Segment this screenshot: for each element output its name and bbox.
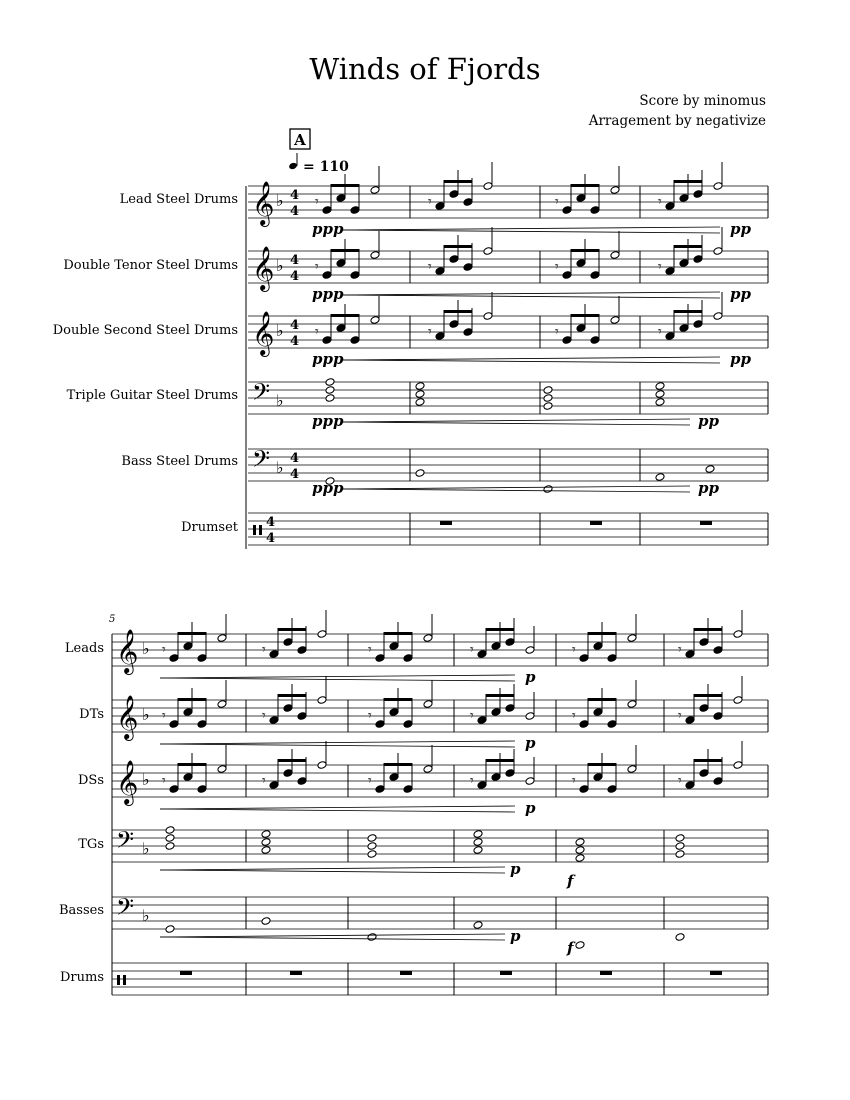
system2-staff-2 [112, 676, 768, 752]
dynamic-marking: ppp [312, 479, 344, 497]
instrument-abbr-dss: DSs [78, 773, 104, 788]
notehead [543, 394, 553, 403]
staff-lines [112, 897, 768, 929]
instrument-name-triple-guitar: Triple Guitar Steel Drums [66, 388, 238, 403]
notehead [415, 390, 425, 399]
drum-staff [248, 513, 768, 545]
notehead [655, 390, 665, 399]
notehead [415, 469, 425, 478]
staff-lines [112, 765, 768, 797]
svg-text:𝄾: 𝄾 [162, 773, 166, 789]
dynamic-marking: ppp [312, 220, 344, 238]
instrument-abbr-tgs: TGs [78, 837, 104, 852]
system2-staff-6 [112, 963, 768, 995]
svg-text:𝄾: 𝄾 [572, 773, 576, 789]
system2-staff-3 [112, 741, 768, 817]
notehead [655, 473, 665, 482]
notehead [261, 838, 271, 847]
notehead [415, 382, 425, 391]
svg-text:4: 4 [290, 451, 300, 466]
tempo-marking: = 110 [303, 159, 349, 175]
svg-text:4: 4 [290, 318, 300, 333]
notehead [473, 921, 483, 930]
staff-lines [112, 700, 768, 732]
notehead [575, 838, 585, 847]
notehead [367, 933, 377, 942]
notehead [165, 834, 175, 843]
svg-text:4: 4 [290, 188, 300, 203]
system1-staff-5 [248, 445, 768, 497]
dynamic-marking: pp [698, 412, 719, 430]
drum-staff [112, 963, 768, 995]
notehead [415, 398, 425, 407]
svg-text:𝄾: 𝄾 [315, 194, 319, 210]
treble-clef-icon: 𝄞 [252, 181, 275, 225]
measure-number: 5 [109, 614, 116, 625]
flat-key-icon: ♭ [276, 458, 284, 477]
svg-text:𝄾: 𝄾 [428, 259, 432, 275]
system1-staff-3 [248, 292, 768, 368]
flat-key-icon: ♭ [276, 391, 284, 410]
tempo-quarter-note-icon [288, 162, 298, 170]
instrument-name-lead: Lead Steel Drums [119, 192, 238, 207]
instrument-abbr-dts: DTs [79, 707, 104, 722]
dynamic-marking: p [525, 734, 536, 752]
svg-text:𝄾: 𝄾 [162, 708, 166, 724]
svg-text:4: 4 [266, 531, 276, 546]
instrument-abbr-leads: Leads [64, 641, 104, 656]
svg-text:𝄾: 𝄾 [162, 642, 166, 658]
notehead [473, 846, 483, 855]
notehead [165, 826, 175, 835]
notehead [675, 933, 685, 942]
svg-text:𝄾: 𝄾 [572, 642, 576, 658]
svg-text:𝄾: 𝄾 [368, 708, 372, 724]
flat-key-icon: ♭ [142, 839, 150, 858]
notehead [325, 394, 335, 403]
composer-credit: Score by minomus [639, 93, 766, 109]
notehead [575, 846, 585, 855]
dynamic-marking: pp [730, 285, 751, 303]
bass-clef-icon: 𝄢 [116, 893, 135, 926]
flat-key-icon: ♭ [276, 191, 284, 210]
flat-key-icon: ♭ [142, 639, 150, 658]
svg-text:𝄾: 𝄾 [470, 708, 474, 724]
rehearsal-mark: A [294, 131, 306, 149]
system1-staff-6 [248, 513, 768, 546]
notehead [473, 838, 483, 847]
svg-text:𝄾: 𝄾 [470, 773, 474, 789]
svg-text:𝄾: 𝄾 [555, 324, 559, 340]
flat-key-icon: ♭ [142, 705, 150, 724]
notehead [675, 850, 685, 859]
dynamic-marking: f [567, 872, 574, 890]
notehead [325, 378, 335, 387]
notehead [367, 842, 377, 851]
notehead [261, 917, 271, 926]
notehead [675, 842, 685, 851]
dynamic-marking: p [525, 668, 536, 686]
svg-text:𝄾: 𝄾 [678, 642, 682, 658]
svg-text:𝄾: 𝄾 [555, 259, 559, 275]
notehead [543, 386, 553, 395]
staff-lines [112, 634, 768, 666]
dynamic-marking: p [510, 860, 521, 878]
dynamic-marking: pp [730, 220, 751, 238]
bass-clef-icon: 𝄢 [252, 445, 271, 478]
staff-lines [112, 830, 768, 862]
svg-text:𝄾: 𝄾 [428, 324, 432, 340]
notehead [675, 834, 685, 843]
notehead [543, 485, 553, 494]
svg-text:𝄾: 𝄾 [262, 642, 266, 658]
notehead [165, 925, 175, 934]
notehead [367, 834, 377, 843]
svg-text:4: 4 [290, 204, 300, 219]
bass-clef-icon: 𝄢 [252, 378, 271, 411]
instrument-name-drumset: Drumset [181, 520, 238, 535]
notehead [543, 402, 553, 411]
notehead [705, 465, 715, 474]
dynamic-marking: f [567, 939, 574, 957]
notehead [367, 850, 377, 859]
dynamic-marking: p [525, 799, 536, 817]
instrument-name-double-second: Double Second Steel Drums [52, 323, 238, 338]
staff-lines [248, 449, 768, 481]
instrument-abbr-drums: Drums [59, 970, 104, 985]
arranger-credit: Arragement by negativize [588, 113, 766, 129]
svg-text:𝄾: 𝄾 [658, 194, 662, 210]
flat-key-icon: ♭ [142, 906, 150, 925]
flat-key-icon: ♭ [142, 770, 150, 789]
svg-text:𝄾: 𝄾 [262, 708, 266, 724]
system2-staff-1 [112, 610, 768, 686]
svg-text:𝄾: 𝄾 [470, 642, 474, 658]
system2-staff-5 [112, 893, 768, 957]
svg-text:𝄾: 𝄾 [368, 773, 372, 789]
svg-text:𝄾: 𝄾 [368, 642, 372, 658]
svg-text:𝄾: 𝄾 [428, 194, 432, 210]
svg-text:4: 4 [290, 253, 300, 268]
instrument-name-bass: Bass Steel Drums [121, 454, 238, 469]
score-title: Winds of Fjords [309, 52, 541, 86]
notehead [575, 941, 585, 950]
dynamic-marking: pp [698, 479, 719, 497]
svg-text:𝄾: 𝄾 [262, 773, 266, 789]
dynamic-marking: ppp [312, 350, 344, 368]
notehead [655, 398, 665, 407]
svg-text:𝄾: 𝄾 [315, 259, 319, 275]
notehead [261, 846, 271, 855]
notehead [575, 854, 585, 863]
notehead [165, 842, 175, 851]
treble-clef-icon: 𝄞 [116, 629, 139, 673]
svg-text:𝄾: 𝄾 [572, 708, 576, 724]
dynamic-marking: ppp [312, 285, 344, 303]
svg-text:𝄾: 𝄾 [678, 773, 682, 789]
flat-key-icon: ♭ [276, 256, 284, 275]
system1-staff-2 [248, 227, 768, 303]
svg-text:𝄾: 𝄾 [658, 259, 662, 275]
treble-clef-icon: 𝄞 [116, 695, 139, 739]
dynamic-marking: p [510, 927, 521, 945]
svg-text:4: 4 [290, 334, 300, 349]
system1-staff-4 [248, 378, 768, 430]
treble-clef-icon: 𝄞 [252, 246, 275, 290]
svg-text:𝄾: 𝄾 [315, 324, 319, 340]
svg-text:4: 4 [290, 467, 300, 482]
svg-text:4: 4 [266, 515, 276, 530]
dynamic-marking: ppp [312, 412, 344, 430]
notehead [261, 830, 271, 839]
notehead [655, 382, 665, 391]
svg-text:𝄾: 𝄾 [678, 708, 682, 724]
svg-text:4: 4 [290, 269, 300, 284]
system2-staff-4 [112, 826, 768, 890]
instrument-name-double-tenor: Double Tenor Steel Drums [63, 258, 238, 273]
dynamic-marking: pp [730, 350, 751, 368]
flat-key-icon: ♭ [276, 321, 284, 340]
treble-clef-icon: 𝄞 [252, 311, 275, 355]
treble-clef-icon: 𝄞 [116, 760, 139, 804]
bass-clef-icon: 𝄢 [116, 826, 135, 859]
instrument-abbr-basses: Basses [58, 903, 104, 918]
svg-text:𝄾: 𝄾 [555, 194, 559, 210]
notehead [473, 830, 483, 839]
notehead [325, 386, 335, 395]
svg-text:𝄾: 𝄾 [658, 324, 662, 340]
